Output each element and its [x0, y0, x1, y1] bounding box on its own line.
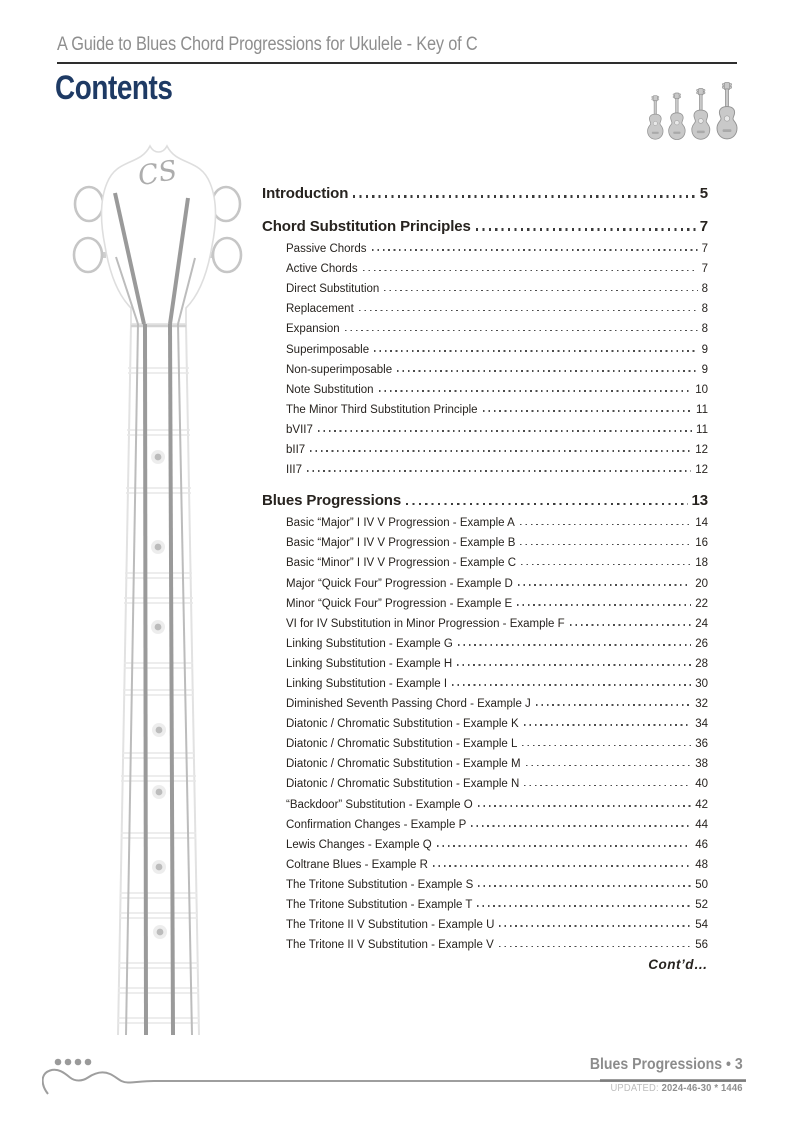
toc-item-entry[interactable] — [262, 416, 708, 436]
toc-item-entry[interactable] — [262, 871, 708, 891]
toc-item-entry-label: The Tritone Substitution - Example T — [286, 899, 473, 911]
toc-item-entry-page: 32 — [695, 698, 708, 711]
dot-leader — [570, 624, 692, 626]
toc-item-entry-page: 48 — [695, 858, 708, 871]
toc-item-entry[interactable] — [262, 670, 708, 690]
updated-value: 2024-46-30 * 1446 — [661, 1083, 743, 1094]
toc-item-entry[interactable] — [262, 295, 708, 315]
dot-leader — [483, 410, 693, 412]
toc-item-entry-page: 42 — [695, 798, 708, 811]
toc-item-entry-page: 40 — [695, 778, 708, 791]
dot-leader — [526, 765, 692, 767]
headstock-neck-graphic — [45, 138, 255, 1048]
footer-updated — [611, 1083, 743, 1094]
toc-item-entry-label: Basic “Major” I IV V Progression - Example A — [286, 517, 515, 530]
toc-item-entry-label: Lewis Changes - Example Q — [286, 838, 432, 851]
toc-item-entry-page: 46 — [695, 838, 708, 851]
toc-item-entry-label: The Minor Third Substitution Principle — [286, 403, 478, 416]
dot-leader — [379, 390, 692, 392]
toc-item-entry[interactable] — [262, 509, 708, 529]
dot-leader — [374, 350, 697, 352]
toc-item-entry[interactable] — [262, 255, 708, 275]
toc-item-entry-label: Linking Substitution - Example G — [286, 637, 453, 650]
toc-item-entry[interactable] — [262, 275, 708, 295]
toc-section-entry-label: Blues Progressions — [262, 492, 402, 510]
dot-leader — [452, 684, 691, 686]
toc-item-entry[interactable] — [262, 549, 708, 569]
toc-item-entry-page: 56 — [695, 939, 708, 952]
toc-item-entry-label: III7 — [286, 464, 302, 477]
toc-section-entry-label: Introduction — [262, 185, 349, 202]
toc-item-entry-label: Minor “Quick Four” Progression - Example E — [286, 597, 513, 610]
toc-item-entry[interactable] — [262, 851, 708, 871]
footer-page-number: 3 — [735, 1056, 743, 1073]
toc-item-entry-page: 9 — [701, 363, 708, 376]
toc-item-entry-label: The Tritone Substitution - Example S — [286, 878, 474, 891]
dot-leader — [310, 450, 691, 452]
toc-item-entry-label: Expansion — [286, 323, 340, 336]
toc-item-entry-page: 38 — [695, 758, 708, 771]
toc-item-entry[interactable] — [262, 235, 708, 255]
dot-leader — [318, 430, 692, 432]
toc-item-entry-page: 12 — [695, 464, 708, 477]
toc-item-entry-page: 11 — [696, 403, 708, 416]
header-divider — [57, 62, 737, 64]
toc-item-entry-page: 7 — [701, 243, 708, 256]
toc-item-entry-page: 11 — [696, 423, 708, 436]
toc-item-entry[interactable] — [262, 610, 708, 630]
toc-item-entry-page: 8 — [701, 323, 708, 336]
toc-item-entry[interactable] — [262, 356, 708, 376]
dot-leader — [536, 704, 691, 706]
toc-item-entry-page: 30 — [695, 677, 708, 690]
dot-leader — [476, 228, 696, 230]
toc-item-entry-label: Active Chords — [286, 263, 358, 276]
toc-item-entry-page: 7 — [701, 263, 708, 276]
footer-separator: • — [726, 1056, 732, 1073]
dot-leader — [406, 503, 687, 505]
toc-item-entry-label: Confirmation Changes - Example P — [286, 818, 467, 831]
frets — [118, 368, 199, 1023]
tenor-ukulele-icon — [692, 89, 710, 140]
toc-item-entry-page: 18 — [695, 557, 708, 570]
toc-item-entry-page: 16 — [695, 537, 708, 550]
footer-section-label: Blues Progressions — [590, 1056, 723, 1073]
toc-item-entry-page: 28 — [695, 657, 708, 670]
toc-item-entry[interactable] — [262, 750, 708, 770]
dot-leader — [307, 470, 691, 472]
toc-item-entry-page: 12 — [695, 444, 708, 457]
toc-item-entry[interactable] — [262, 590, 708, 610]
dot-leader — [524, 724, 692, 726]
toc-item-entry[interactable] — [262, 831, 708, 851]
toc-item-entry-page: 8 — [701, 303, 708, 316]
toc-item-entry[interactable] — [262, 710, 708, 730]
toc-section-entry[interactable] — [262, 214, 708, 235]
toc-item-entry-page: 8 — [701, 283, 708, 296]
ukulele-family-icons — [646, 74, 742, 140]
toc-item-entry-label: bII7 — [286, 444, 306, 457]
toc-section-entry-page: 7 — [699, 218, 708, 235]
updated-label: UPDATED: — [610, 1083, 660, 1094]
dot-leader — [499, 925, 691, 927]
toc-section-entry-page: 13 — [691, 492, 708, 510]
dot-leader — [397, 370, 697, 372]
toc-item-entry-label: Diatonic / Chromatic Substitution - Example L — [286, 738, 518, 751]
dot-leader — [457, 664, 691, 666]
toc-item-entry-label: bVII7 — [286, 423, 313, 436]
toc-item-entry-label: Note Substitution — [286, 383, 374, 396]
dot-leader — [458, 644, 691, 646]
toc-item-entry-label: Diatonic / Chromatic Substitution - Example N — [286, 778, 520, 791]
dot-leader — [518, 584, 691, 586]
toc-item-entry-label: Passive Chords — [286, 243, 367, 256]
toc-section-entry[interactable] — [262, 488, 708, 509]
soprano-ukulele-icon — [648, 96, 664, 140]
baritone-ukulele-icon — [717, 83, 737, 139]
dot-leader — [471, 825, 691, 827]
dot-leader — [477, 905, 691, 907]
toc-item-entry-page: 50 — [695, 878, 708, 891]
toc-item-entry-label: Diatonic / Chromatic Substitution - Example K — [286, 718, 519, 731]
dot-leader — [478, 885, 691, 887]
toc-section-entry-page: 5 — [699, 185, 708, 202]
toc-item-entry-label: Basic “Major” I IV V Progression - Example B — [286, 537, 516, 550]
dot-leader — [524, 785, 691, 787]
toc-item-entry-label: Basic “Minor” I IV V Progression - Example C — [286, 557, 517, 570]
dot-leader — [372, 249, 698, 251]
toc-section-entry[interactable] — [262, 181, 708, 202]
toc-item-entry[interactable] — [262, 911, 708, 931]
toc-item-entry-label: Direct Substitution — [286, 283, 380, 296]
toc-item-entry-label: The Tritone II V Substitution - Example V — [286, 939, 494, 952]
toc-item-entry-label: “Backdoor” Substitution - Example O — [286, 798, 473, 811]
dot-leader — [359, 310, 698, 312]
toc-item-entry-page: 9 — [701, 343, 708, 356]
toc-item-entry[interactable] — [262, 456, 708, 476]
toc-item-entry[interactable] — [262, 630, 708, 650]
dot-leader — [522, 745, 691, 747]
toc-item-entry-label: Superimposable — [286, 343, 370, 356]
toc-item-entry-label: Linking Substitution - Example H — [286, 657, 453, 670]
document-title: A Guide to Blues Chord Progressions for Ukulele - Key of C — [57, 34, 478, 55]
toc-item-entry[interactable] — [262, 730, 708, 750]
dot-leader — [520, 524, 691, 526]
dot-leader — [384, 290, 697, 292]
dot-leader — [520, 544, 691, 546]
toc-item-entry[interactable] — [262, 790, 708, 810]
toc-item-entry[interactable] — [262, 569, 708, 589]
toc-item-entry-label: Linking Substitution - Example I — [286, 677, 448, 690]
dot-leader — [363, 270, 698, 272]
toc-item-entry[interactable] — [262, 690, 708, 710]
toc-item-entry-label: Diminished Seventh Passing Chord - Example J — [286, 698, 531, 711]
toc-item-entry-label: Diatonic / Chromatic Substitution - Example M — [286, 758, 521, 771]
toc-item-entry-page: 54 — [695, 919, 708, 932]
toc-item-entry-label: VI for IV Substitution in Minor Progression - Example F — [286, 617, 565, 630]
dot-leader — [437, 845, 691, 847]
dot-leader — [517, 604, 691, 606]
toc-item-entry[interactable] — [262, 376, 708, 396]
dot-leader — [353, 195, 695, 197]
toc-item-entry[interactable] — [262, 335, 708, 355]
toc-item-entry[interactable] — [262, 811, 708, 831]
page-title: Contents — [55, 69, 173, 107]
dot-leader — [433, 865, 691, 867]
footer-dots — [55, 1059, 92, 1066]
toc-item-entry[interactable] — [262, 650, 708, 670]
dot-leader — [345, 330, 698, 332]
toc-item-entry-page: 24 — [695, 617, 708, 630]
toc-item-entry-label: Major “Quick Four” Progression - Example D — [286, 577, 513, 590]
toc-item-entry-page: 26 — [695, 637, 708, 650]
toc-item-entry-label: The Tritone II V Substitution - Example U — [286, 919, 495, 932]
dot-leader — [478, 805, 692, 807]
concert-ukulele-icon — [669, 93, 686, 140]
toc-section-entry-label: Chord Substitution Principles — [262, 218, 471, 235]
dot-leader — [521, 564, 691, 566]
toc-item-entry-label: Replacement — [286, 303, 354, 316]
dot-leader — [499, 946, 691, 948]
toc-item-entry[interactable] — [262, 436, 708, 456]
toc-item-entry-label: Coltrane Blues - Example R — [286, 858, 428, 871]
toc-item-entry[interactable] — [262, 396, 708, 416]
toc-item-entry-page: 44 — [695, 818, 708, 831]
toc-item-entry[interactable] — [262, 529, 708, 549]
footer-section-page — [590, 1056, 743, 1074]
toc-item-entry[interactable] — [262, 891, 708, 911]
headstock-logo: CS — [135, 154, 180, 193]
toc-item-entry-page: 34 — [695, 718, 708, 731]
toc-item-entry-page: 20 — [695, 577, 708, 590]
toc-item-entry[interactable] — [262, 315, 708, 335]
toc-item-entry-page: 52 — [695, 899, 708, 911]
toc-item-entry-label: Non-superimposable — [286, 363, 393, 376]
toc-item-entry-page: 10 — [695, 383, 708, 396]
toc-item-entry-page: 36 — [695, 738, 708, 751]
toc-item-entry[interactable] — [262, 770, 708, 790]
toc-item-entry-page: 14 — [695, 517, 708, 530]
continued-note: Cont’d… — [648, 957, 708, 972]
toc-item-entry[interactable] — [262, 931, 708, 951]
toc-item-entry-page: 22 — [695, 597, 708, 610]
toc — [262, 181, 708, 951]
